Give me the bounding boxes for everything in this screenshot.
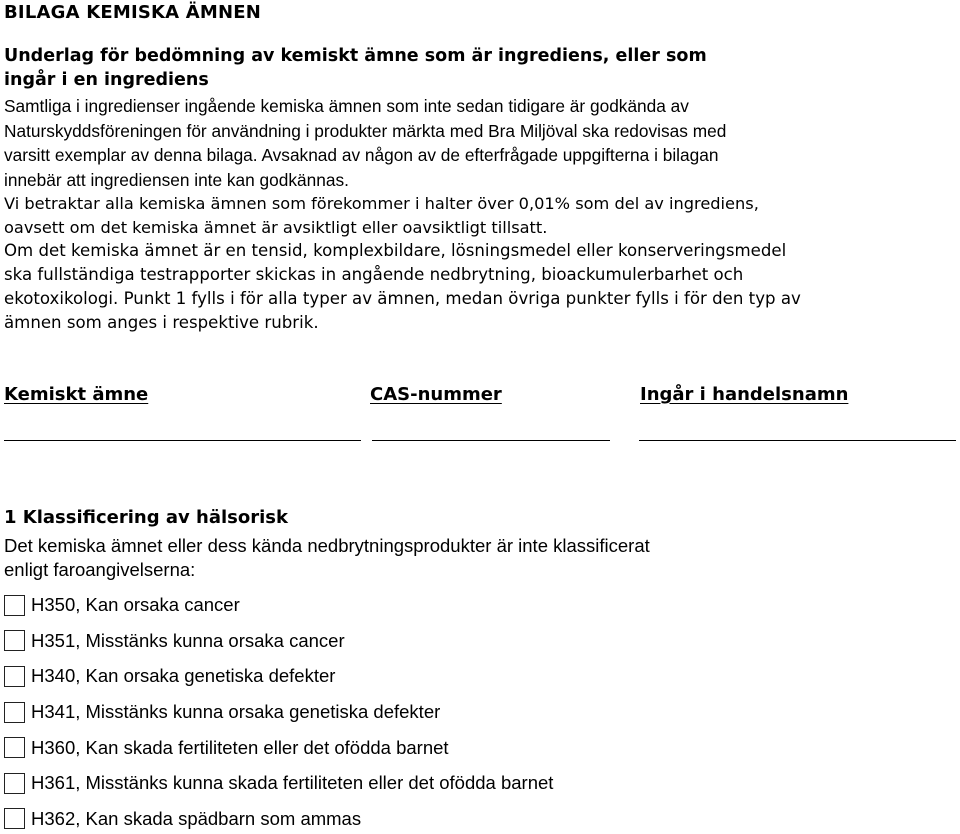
hazard-item-h362[interactable] bbox=[4, 804, 361, 834]
cas-number-field[interactable] bbox=[372, 440, 610, 441]
description-line: Det kemiska ämnet eller dess kända nedbrytningsprodukter är inte klassificerat bbox=[4, 535, 650, 556]
intro-line: Samtliga i ingredienser ingående kemiska ämnen som inte sedan tidigare är godkända av bbox=[4, 96, 689, 116]
intro-line: oavsett om det kemiska ämnet är avsiktligt eller oavsiktligt tillsatt. bbox=[4, 217, 548, 237]
checkbox-label: H351, Misstänks kunna orsaka cancer bbox=[31, 629, 345, 651]
checkbox[interactable] bbox=[4, 808, 25, 829]
hazard-item-h360[interactable] bbox=[4, 733, 449, 763]
column-header-chemical: Kemiskt ämne bbox=[4, 384, 149, 405]
checkbox-label: H341, Misstänks kunna orsaka genetiska defekter bbox=[31, 701, 441, 722]
intro-text bbox=[4, 94, 960, 335]
subtitle-line: Underlag för bedömning av kemiskt ämne som är ingrediens, eller som bbox=[4, 46, 707, 66]
checkbox[interactable] bbox=[4, 595, 25, 616]
hazard-item-h341[interactable] bbox=[4, 697, 440, 727]
checkbox[interactable] bbox=[4, 666, 25, 687]
intro-line: ämnen som anges i respektive rubrik. bbox=[4, 313, 319, 332]
intro-line: ekotoxikologi. Punkt 1 fylls i för alla typer av ämnen, medan övriga punkter fylls i för den typ av bbox=[4, 289, 801, 308]
subtitle-line: ingår i en ingrediens bbox=[4, 70, 209, 90]
hazard-item-h340[interactable] bbox=[4, 661, 335, 691]
intro-line: ska fullständiga testrapporter skickas in angående nedbrytning, bioackumulerbarhet och bbox=[4, 265, 744, 284]
checkbox[interactable] bbox=[4, 773, 25, 794]
intro-line: varsitt exemplar av denna bilaga. Avsaknad av någon av de efterfrågade uppgifterna i bilagan bbox=[4, 145, 719, 165]
checkbox-label: H361, Misstänks kunna skada fertiliteten eller det ofödda barnet bbox=[31, 772, 554, 793]
hazard-item-h361[interactable] bbox=[4, 768, 553, 798]
hazard-item-h350[interactable] bbox=[4, 590, 240, 620]
document-subtitle bbox=[4, 44, 956, 92]
section-1-description bbox=[4, 534, 650, 582]
trade-name-field[interactable] bbox=[639, 440, 956, 441]
column-header-cas: CAS-nummer bbox=[370, 384, 502, 405]
checkbox-label: H350, Kan orsaka cancer bbox=[31, 594, 240, 615]
document-title: BILAGA KEMISKA ÄMNEN bbox=[4, 2, 262, 23]
section-1-title: 1 Klassificering av hälsorisk bbox=[4, 507, 288, 528]
intro-paragraph-3 bbox=[4, 239, 960, 335]
intro-line: Vi betraktar alla kemiska ämnen som förekommer i halter över 0,01% som del av ingrediens, bbox=[4, 194, 759, 213]
checkbox-label: H360, Kan skada fertiliteten eller det ofödda barnet bbox=[31, 736, 449, 758]
hazard-item-h351[interactable] bbox=[4, 626, 345, 656]
checkbox-label: H362, Kan skada spädbarn som ammas bbox=[31, 807, 362, 829]
intro-paragraph-2 bbox=[4, 192, 960, 239]
checkbox[interactable] bbox=[4, 737, 25, 758]
checkbox-label: H340, Kan orsaka genetiska defekter bbox=[31, 665, 336, 686]
intro-line: innebär att ingrediensen inte kan godkännas. bbox=[4, 169, 349, 190]
intro-line: Om det kemiska ämnet är en tensid, komplexbildare, lösningsmedel eller konserveringsmedel bbox=[4, 241, 787, 260]
checkbox[interactable] bbox=[4, 630, 25, 651]
intro-paragraph-1 bbox=[4, 94, 960, 192]
chemical-name-field[interactable] bbox=[4, 440, 361, 441]
column-header-trade-name: Ingår i handelsnamn bbox=[640, 384, 849, 405]
intro-line: Naturskyddsföreningen för användning i produkter märkta med Bra Miljöval ska redovisas med bbox=[4, 120, 727, 141]
description-line: enligt faroangivelserna: bbox=[4, 559, 196, 580]
checkbox[interactable] bbox=[4, 702, 25, 723]
